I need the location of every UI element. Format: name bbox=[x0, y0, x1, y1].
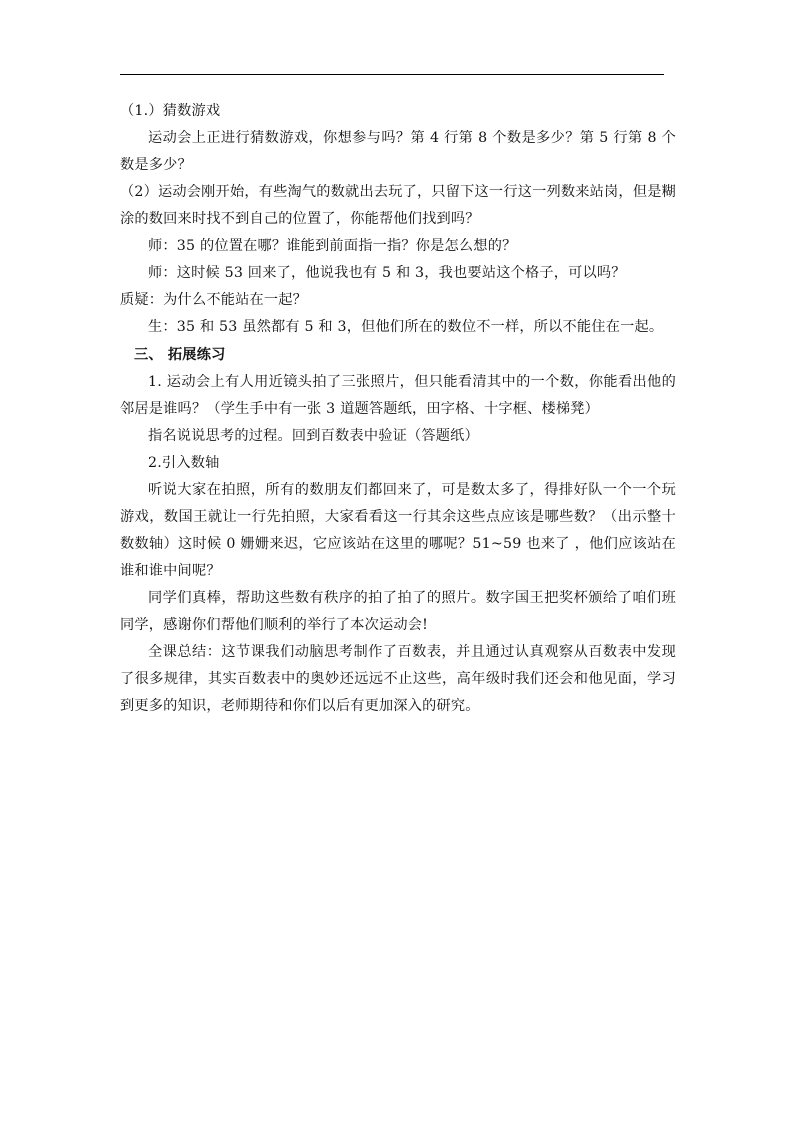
paragraph-7: 生：35 和 53 虽然都有 5 和 3，但他们所在的数位不一样，所以不能住在一起。 bbox=[148, 319, 664, 335]
paragraph-14: 全课总结：这节课我们动脑思考制作了百数表，并且通过认真观察从百数表中发现了很多规律，其实百数表中的奥妙还远远不止这些，高年级时我们还会和他见面，学习到更多的知识，老师期待和你们以后有更加深入的研究。 bbox=[120, 644, 676, 714]
paragraph-11: 2.引入数轴 bbox=[148, 455, 220, 471]
paragraph-10: 指名说说思考的过程。回到百数表中验证（答题纸） bbox=[148, 428, 479, 444]
paragraph-2: 运动会上正进行猜数游戏，你想参与吗？第 4 行第 8 个数是多少？第 5 行第 8 个数是多少？ bbox=[120, 130, 676, 173]
paragraph-3: （2）运动会刚开始，有些淘气的数就出去玩了，只留下这一行这一列数来站岗，但是糊涂的数回来时找不到自己的位置了，你能帮他们找到吗？ bbox=[120, 184, 676, 227]
paragraph-6: 质疑：为什么不能站在一起？ bbox=[120, 292, 308, 308]
paragraph-1: （1.）猜数游戏 bbox=[120, 103, 221, 119]
paragraph-4: 师：35 的位置在哪？谁能到前面指一指？你是怎么想的？ bbox=[148, 238, 517, 254]
document-body bbox=[120, 98, 676, 720]
paragraph-9: 1. 运动会上有人用近镜头拍了三张照片，但只能看清其中的一个数，你能看出他的邻居是谁吗？（学生手中有一张 3 道题答题纸，田字格、十字框、楼梯凳） bbox=[120, 374, 676, 417]
header-rule bbox=[120, 74, 664, 75]
paragraph-12: 听说大家在拍照，所有的数朋友们都回来了，可是数太多了，得排好队一个一个玩游戏，数国王就让一行先拍照，大家看看这一行其余这些点应该是哪些数？（出示整十数数轴）这时候 0 姗姗来迟，它应该站在这里的哪呢？51~59 也来了 ，他们应该站在谁和谁中间呢？ bbox=[120, 482, 676, 579]
paragraph-13: 同学们真棒，帮助这些数有秩序的拍了拍了的照片。数字国王把奖杯颁给了咱们班同学，感谢你们帮他们顺利的举行了本次运动会! bbox=[120, 590, 676, 633]
paragraph-5: 师：这时候 53 回来了，他说我也有 5 和 3，我也要站这个格子，可以吗？ bbox=[148, 265, 626, 281]
section-heading: 三、 拓展练习 bbox=[134, 347, 226, 363]
